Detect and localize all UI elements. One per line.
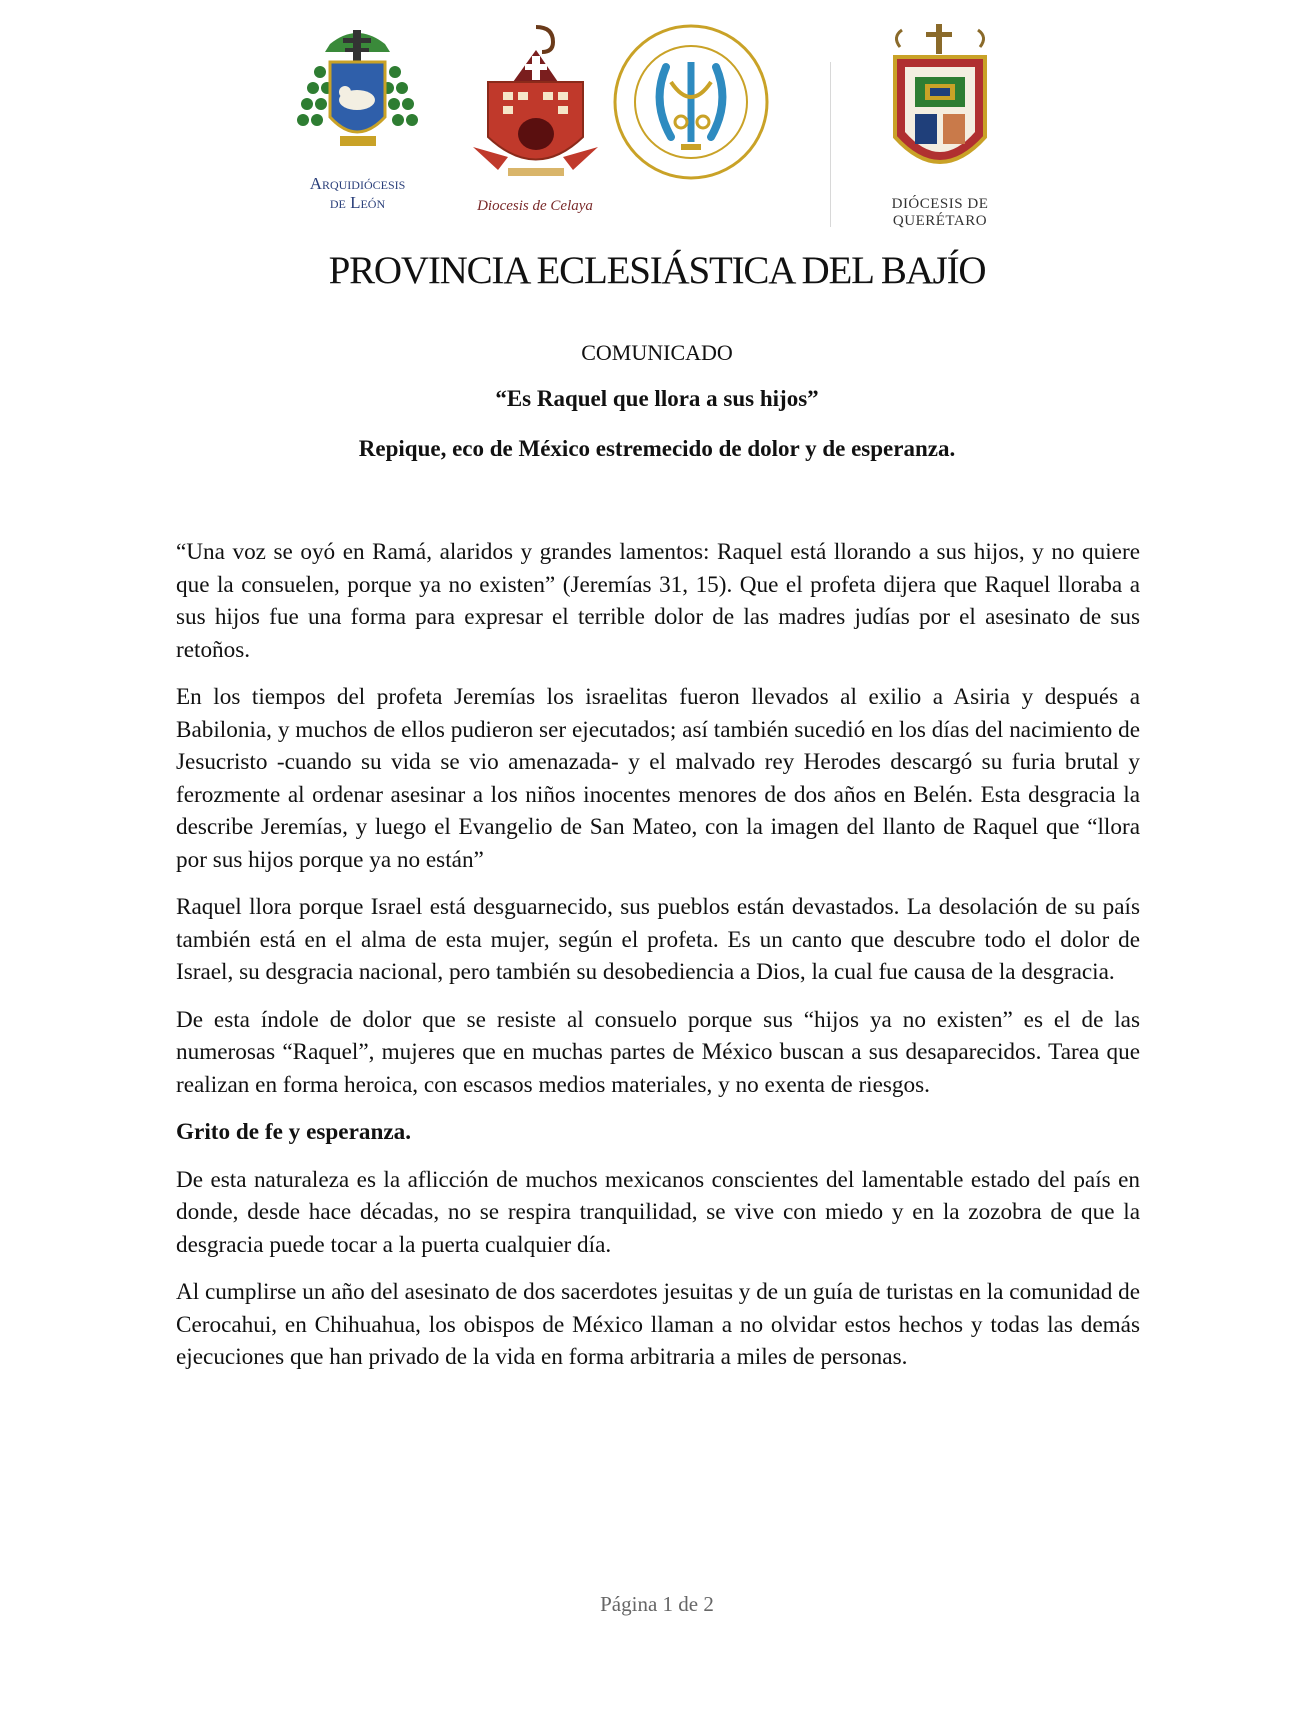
queretaro-caption: DIÓCESIS DE QUERÉTARO [891,196,989,229]
page-number: Página 1 de 2 [600,1592,714,1616]
page-title: PROVINCIA ECLESIÁSTICA DEL BAJÍO [328,249,986,292]
logo-divider [830,62,831,227]
queretaro-coat-of-arms-icon [870,22,1010,192]
celaya-caption: Diocesis de Celaya [477,198,593,214]
document-type-label: COMUNICADO [581,340,733,365]
celaya-coat-of-arms-icon [468,22,603,192]
diocesis-irapuato-logo [608,22,773,182]
paragraph: Raquel llora porque Israel está desguarnecido, sus pueblos están devastados. La desolación de su país también está en el alma de esta mujer, según el profeta. Es un canto que descubre todo el dolor de Israel, su desgracia nacional, pero también su desobediencia a Dios, la cual fue causa de la desgracia. [176,894,1140,985]
paragraph: De esta naturaleza es la aflicción de muchos mexicanos conscientes del lamentable estado del país en donde, desde hace décadas, no se respira tranquilidad, se vive con miedo y en la zozobra de que la desgracia puede tocar a la puerta cualquier día. [176,1166,1140,1258]
arquidiocesis-leon-logo [290,22,425,212]
paragraph: De esta índole de dolor que se resiste al consuelo porque sus “hijos ya no existen” es el de las numerosas “Raquel”, mujeres que en muchas partes de México buscan a sus desaparecidos. Tarea que realizan en forma heroica, con escasos medios materiales, y no exenta de riesgos. [176,1006,1140,1098]
paragraph: En los tiempos del profeta Jeremías los israelitas fueron llevados al exilio a Asiria y después a Babilonia, y muchos de ellos pudieron ser ejecutados; así también sucedió en los días del nacimiento de Jesucristo -cuando su vida se vio amenazada- y el malvado rey Herodes descargó su furia brutal y ferozmente al ordenar asesinar a los niños inocentes menores de dos años en Belén. Esta desgracia la describe Jeremías, y luego el Evangelio de San Mateo, con la imagen del llanto de Raquel que “llora por sus hijos porque ya no están” [176,684,1140,873]
leon-caption-line2: de León [329,193,386,212]
diocesis-queretaro-logo [850,22,1030,230]
subtitle-quote: “Es Raquel que llora a sus hijos” [495,386,819,411]
diocesis-celaya-logo [465,22,605,215]
document-body [176,536,1140,1389]
paragraph: Al cumplirse un año del asesinato de dos sacerdotes jesuitas y de un guía de turistas en la comunidad de Cerocahui, en Chihuahua, los obispos de México llaman a no olvidar estos hechos y todas las demás ejecuciones que han privado de la vida en forma arbitraria a miles de personas. [176,1279,1140,1370]
leon-coat-of-arms-icon [295,22,420,172]
section-heading: Grito de fe y esperanza. [176,1119,412,1145]
irapuato-seal-icon [611,22,771,182]
leon-caption-line1: Arquidiócesis [309,174,406,193]
logos-row [290,22,1050,232]
paragraph: “Una voz se oyó en Ramá, alaridos y grandes lamentos: Raquel está llorando a sus hijos, y no quiere que la consuelen, porque ya no existen” (Jeremías 31, 15). Que el profeta dijera que Raquel lloraba a sus hijos fue una forma para expresar el terrible dolor de las madres judías por el asesinato de sus retoños. [176,539,1140,663]
subtitle-heading: Repique, eco de México estremecido de dolor y de esperanza. [358,436,956,461]
